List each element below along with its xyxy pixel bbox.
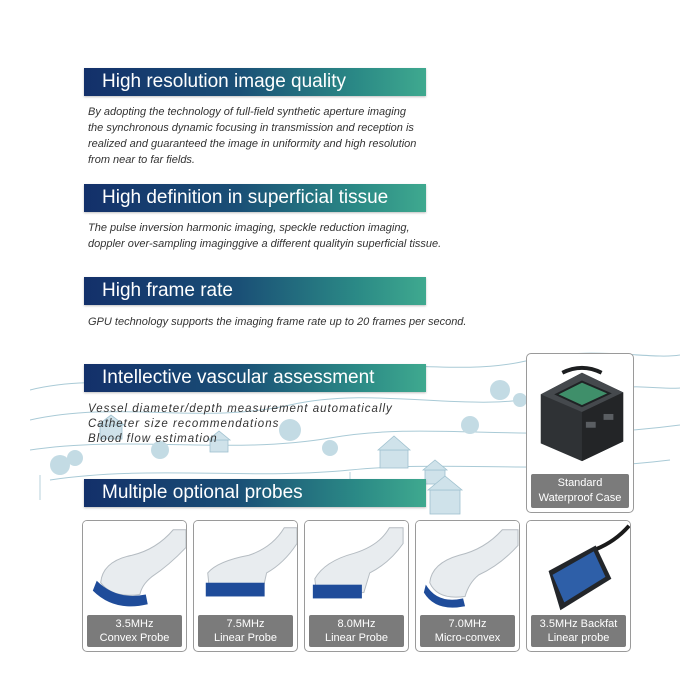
desc-line: The pulse inversion harmonic imaging, speckle reduction imaging, xyxy=(88,222,410,234)
waterproof-case-caption xyxy=(531,474,629,508)
probe-caption xyxy=(531,615,626,647)
desc-line: Blood flow estimation xyxy=(88,433,218,445)
caption-line: Convex Probe xyxy=(99,632,170,644)
caption-line: Linear Probe xyxy=(325,632,388,644)
section-title-vascular-assessment: Intellective vascular assessment xyxy=(84,364,426,392)
section-desc-frame-rate xyxy=(88,314,528,330)
desc-line: GPU technology supports the imaging frame rate up to 20 frames per second. xyxy=(88,316,467,328)
desc-line: Vessel diameter/depth measurement automatically xyxy=(88,403,393,415)
micro-convex-probe-image xyxy=(416,521,519,616)
waterproof-case-card xyxy=(526,353,634,513)
desc-line: Catheter size recommendations xyxy=(88,418,280,430)
linear-probe-image xyxy=(305,521,408,616)
probe-caption xyxy=(87,615,182,647)
caption-line: 3.5MHz Backfat xyxy=(539,618,618,630)
probe-caption xyxy=(420,615,515,647)
section-title-optional-probes: Multiple optional probes xyxy=(84,479,426,507)
probe-card-micro-convex xyxy=(415,520,520,652)
waterproof-case-image xyxy=(527,354,633,472)
backfat-probe-image xyxy=(527,521,630,616)
probe-card-linear-7-5 xyxy=(193,520,298,652)
section-title-superficial-tissue: High definition in superficial tissue xyxy=(84,184,426,212)
probe-card-linear-8-0 xyxy=(304,520,409,652)
desc-line: the synchronous dynamic focusing in transmission and reception is xyxy=(88,122,414,134)
section-desc-superficial-tissue xyxy=(88,220,528,252)
caption-line: Micro-convex xyxy=(434,632,501,644)
caption-line: 7.0MHz xyxy=(448,618,487,630)
desc-line: from near to far fields. xyxy=(88,154,195,166)
probe-card-backfat xyxy=(526,520,631,652)
section-title-image-quality: High resolution image quality xyxy=(84,68,426,96)
desc-line: By adopting the technology of full-field synthetic aperture imaging xyxy=(88,106,406,118)
caption-line: 7.5MHz xyxy=(226,618,265,630)
caption-line: 8.0MHz xyxy=(337,618,376,630)
section-desc-vascular-assessment xyxy=(88,402,528,447)
linear-probe-image xyxy=(194,521,297,616)
section-title-frame-rate: High frame rate xyxy=(84,277,426,305)
probe-card-convex xyxy=(82,520,187,652)
caption-line: 3.5MHz xyxy=(115,618,154,630)
caption-line: Standard xyxy=(557,477,603,489)
caption-line: Waterproof Case xyxy=(538,492,622,504)
caption-line: Linear probe xyxy=(547,632,610,644)
convex-probe-image xyxy=(83,521,186,616)
desc-line: doppler over-sampling imaginggive a different qualityin superficial tissue. xyxy=(88,238,442,250)
desc-line: realized and guaranteed the image in uniformity and high resolution xyxy=(88,138,417,150)
probe-caption xyxy=(309,615,404,647)
probe-caption xyxy=(198,615,293,647)
section-desc-image-quality xyxy=(88,104,528,168)
caption-line: Linear Probe xyxy=(214,632,277,644)
